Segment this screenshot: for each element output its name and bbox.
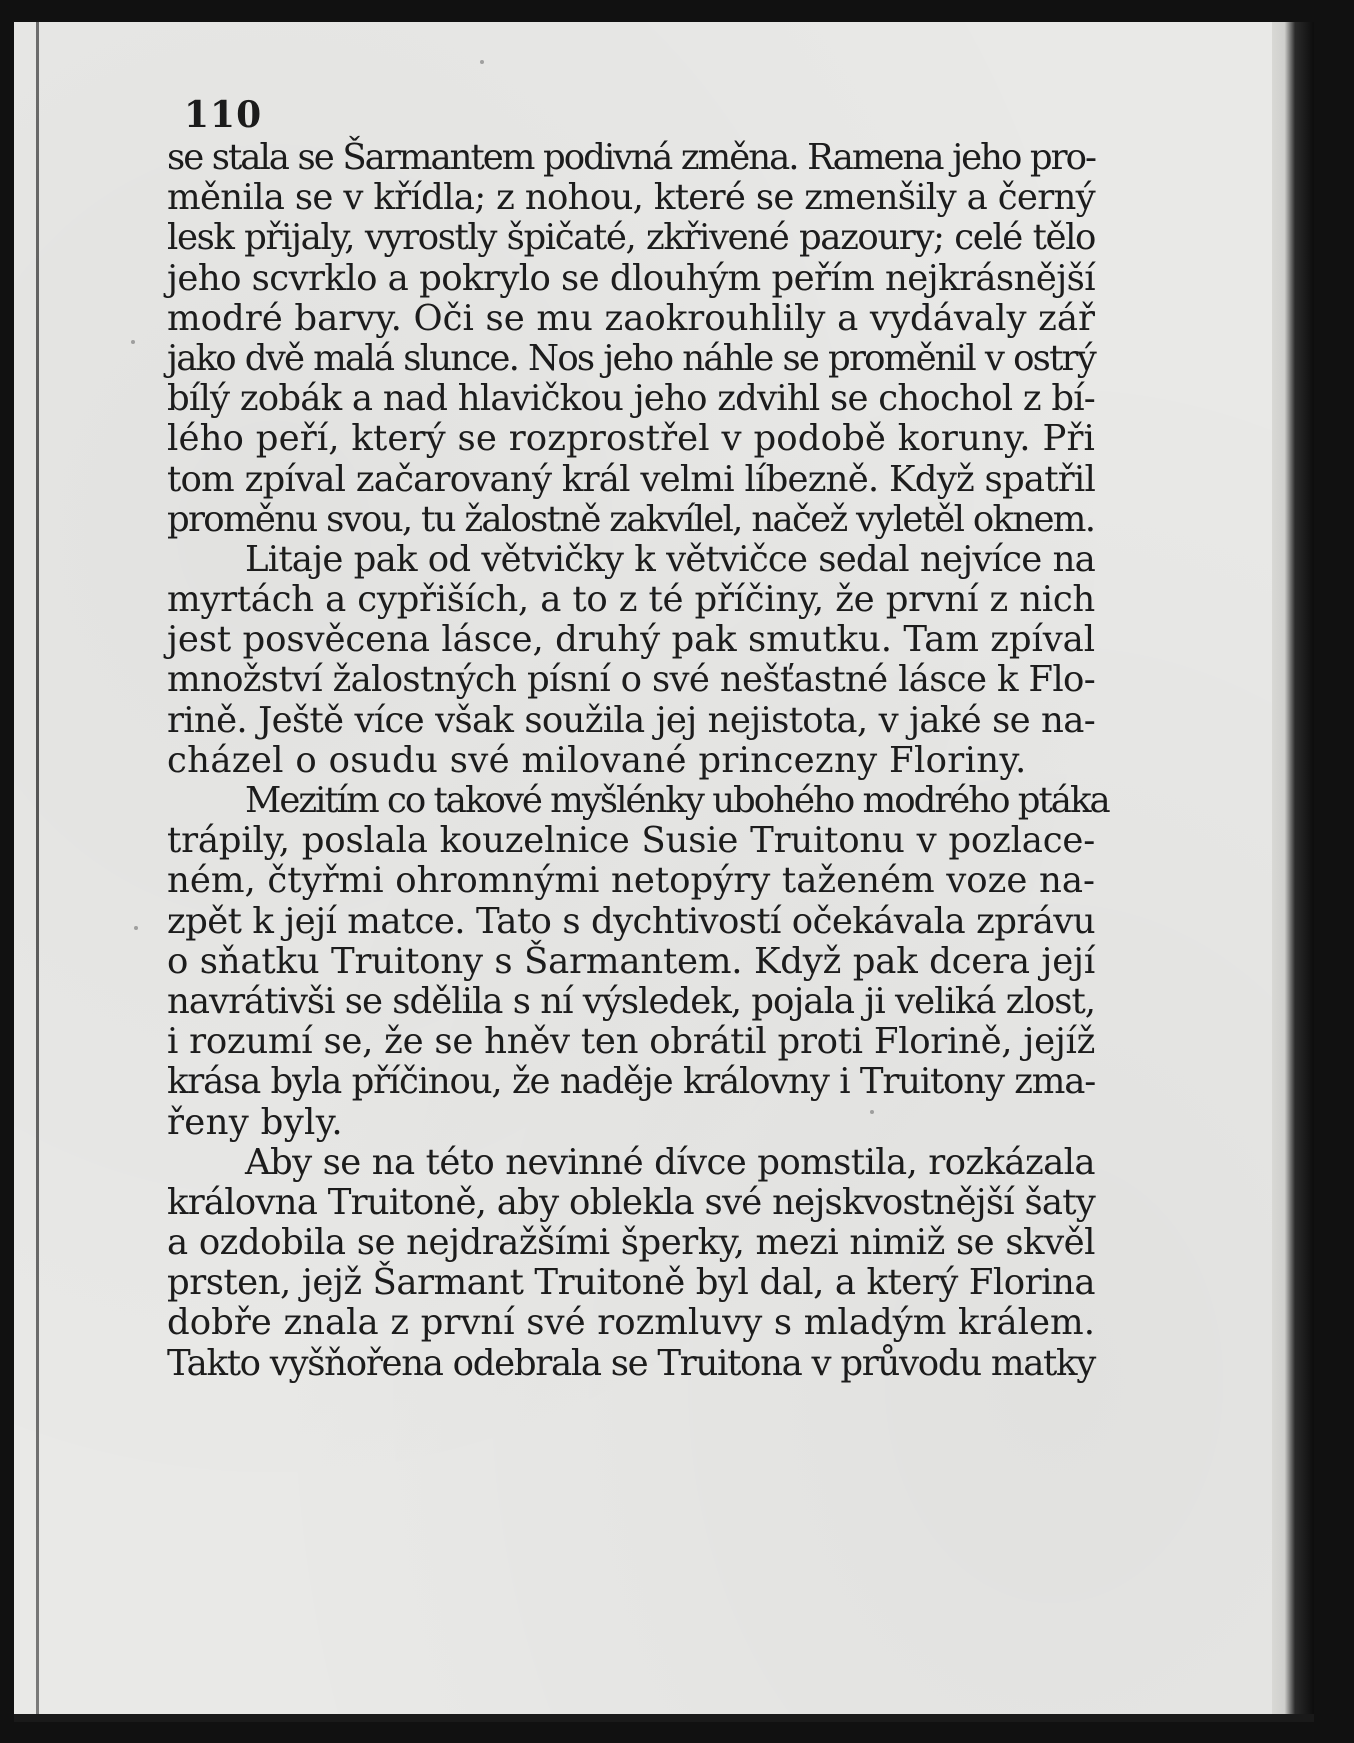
text-line: jeho scvrklo a pokrylo se dlouhým peřím nejkrásnější xyxy=(167,257,1095,299)
text-line: proměnu svou, tu žalostně zakvílel, načež vyletěl oknem. xyxy=(167,498,1095,540)
text-line: měnila se v křídla; z nohou, které se zmenšily a černý xyxy=(167,177,1095,219)
print-speck xyxy=(480,60,484,64)
page-right-edge xyxy=(1272,22,1314,1722)
text-line: Mezitím co takové myšlénky ubohého modrého ptáka xyxy=(245,780,1109,821)
text-line: ném, čtyřmi ohromnými netopýry taženém voze na- xyxy=(167,860,1095,902)
page-bottom-edge xyxy=(14,1714,1314,1722)
text-line: dobře znala z první své rozmluvy s mladým králem. xyxy=(167,1302,1095,1344)
print-speck xyxy=(131,340,135,344)
text-line: řeny byly. xyxy=(167,1101,343,1143)
text-line: krása byla příčinou, že naděje královny i Truitony zma- xyxy=(167,1061,1095,1103)
text-line: navrátivši se sdělila s ní výsledek, pojala ji veliká zlost, xyxy=(167,980,1095,1022)
text-line: i rozumí se, že se hněv ten obrátil proti Florině, jejíž xyxy=(167,1021,1095,1063)
text-line: jako dvě malá slunce. Nos jeho náhle se proměnil v ostrý xyxy=(167,337,1095,379)
text-line: Litaje pak od větvičky k větvičce sedal nejvíce na xyxy=(245,538,1095,580)
text-line: cházel o osudu své milované princezny Floriny. xyxy=(167,739,1027,781)
text-line: tom zpíval začarovaný král velmi líbezně. Když spatřil xyxy=(167,458,1095,500)
print-speck xyxy=(134,926,138,930)
text-line: královna Truitoně, aby oblekla své nejskvostnější šaty xyxy=(167,1181,1095,1223)
text-line: lesk přijaly, vyrostly špičaté, zkřivené pazoury; celé tělo xyxy=(167,217,1095,259)
text-line: Takto vyšňořena odebrala se Truitona v průvodu matky xyxy=(167,1342,1095,1384)
page-number: 110 xyxy=(184,94,263,136)
text-line: o sňatku Truitony s Šarmantem. Když pak dcera její xyxy=(167,940,1095,982)
text-line: množství žalostných písní o své nešťastné lásce k Flo- xyxy=(167,659,1095,701)
text-line: bílý zobák a nad hlavičkou jeho zdvihl se chochol z bí- xyxy=(167,378,1095,420)
text-line: myrtách a cypřiších, a to z té příčiny, že první z nich xyxy=(167,579,1095,621)
text-line: zpět k její matce. Tato s dychtivostí očekávala zprávu xyxy=(167,900,1095,942)
text-line: a ozdobila se nejdražšími šperky, mezi nimiž se skvěl xyxy=(167,1222,1095,1264)
text-line: jest posvěcena lásce, druhý pak smutku. Tam zpíval xyxy=(167,619,1095,661)
text-line: se stala se Šarmantem podivná změna. Ramena jeho pro- xyxy=(167,137,1095,178)
body-text xyxy=(167,137,1109,1384)
text-line: prsten, jejž Šarmant Truitoně byl dal, a který Florina xyxy=(167,1262,1095,1304)
text-line: Aby se na této nevinné dívce pomstila, rozkázala xyxy=(245,1141,1095,1183)
text-line: trápily, poslala kouzelnice Susie Truitonu v pozlace- xyxy=(167,820,1095,862)
text-line: modré barvy. Oči se mu zaokrouhlily a vydávaly zář xyxy=(167,297,1095,339)
text-line: lého peří, který se rozprostřel v podobě koruny. Při xyxy=(167,418,1095,460)
text-line: rině. Ještě více však soužila jej nejistota, v jaké se na- xyxy=(167,699,1095,741)
page-left-edge xyxy=(36,22,39,1722)
